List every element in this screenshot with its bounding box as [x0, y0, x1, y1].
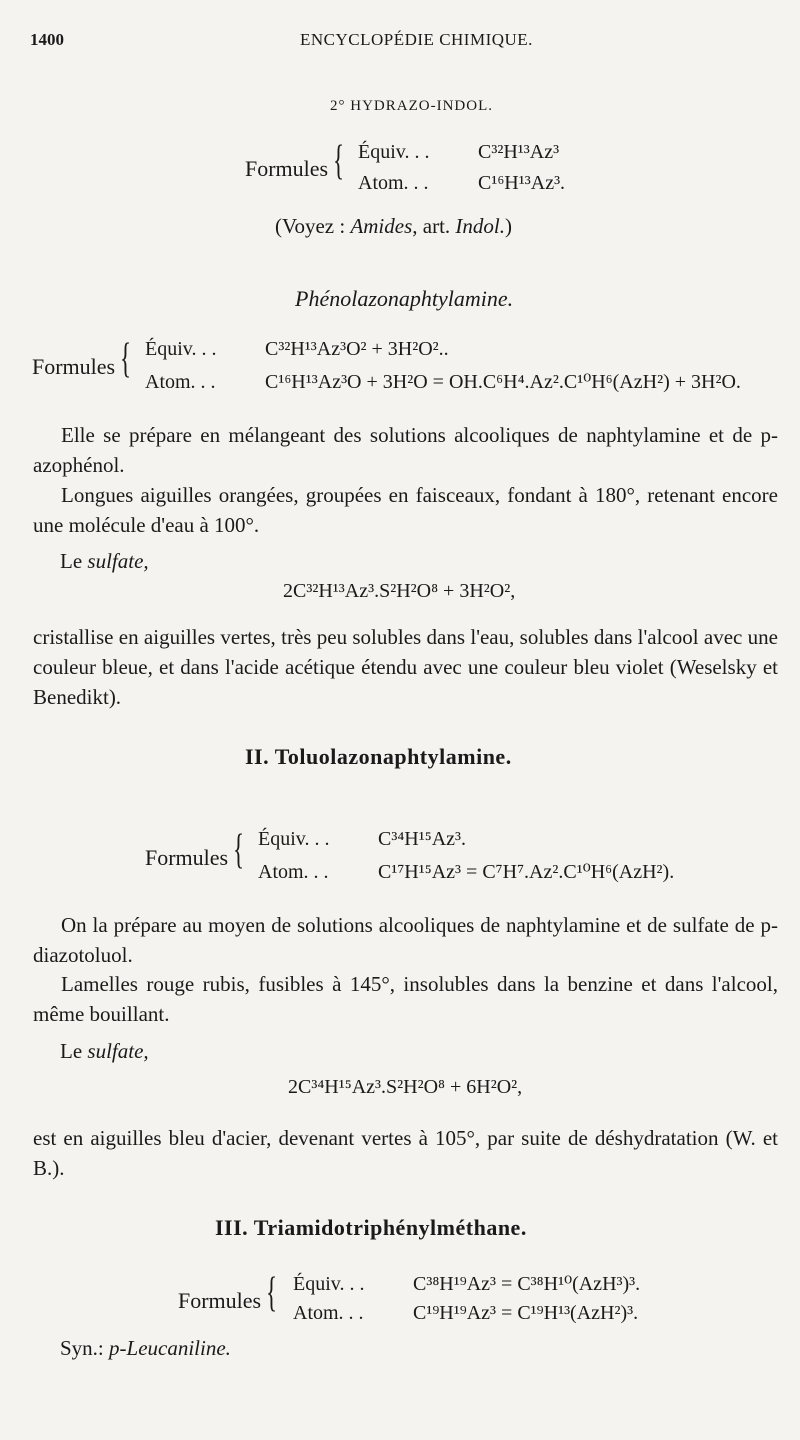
running-title: ENCYCLOPÉDIE CHIMIQUE.	[300, 30, 533, 49]
atom-term: Atom. . .	[258, 861, 329, 883]
atom-term: Atom. . .	[145, 371, 216, 393]
syn-pre: Syn.:	[60, 1336, 110, 1360]
equiv-formula: C³²H¹³Az³	[478, 141, 560, 163]
equiv-term: Équiv. . .	[358, 141, 430, 163]
equiv-formula: C³⁸H¹⁹Az³ = C³⁸H¹⁰(AzH³)³.	[413, 1273, 641, 1295]
see-post: )	[505, 214, 512, 238]
equiv-formula: C³²H¹³Az³O² + 3H²O²..	[265, 338, 449, 360]
toluol-formules-label: Formules	[145, 845, 229, 870]
sulfate-word: sulfate,	[87, 549, 149, 573]
sulfate-word: sulfate,	[87, 1039, 149, 1063]
phenol-title: Phénolazonaphtylamine.	[295, 286, 514, 311]
hydrazo-atom-row	[358, 172, 565, 195]
equiv-term: Équiv. . .	[145, 338, 217, 360]
toluol-title: II. Toluolazonaphtylamine.	[245, 744, 512, 769]
hydrazo-see-also	[275, 214, 512, 239]
toluol-paragraph-3: est en aiguilles bleu d'acier, devenant vertes à 105°, par suite de déshydratation (W. et B.).	[33, 1126, 778, 1180]
phenol-atom-row	[145, 369, 741, 394]
see-indol: Indol.	[455, 214, 505, 238]
triamido-atom-row	[293, 1302, 638, 1325]
equiv-term: Équiv. . .	[258, 828, 330, 850]
atom-formula: C¹⁷H¹⁵Az³ = C⁷H⁷.Az².C¹⁰H⁶(AzH²).	[378, 861, 675, 883]
triamido-title: III. Triamidotriphénylméthane.	[215, 1215, 527, 1240]
phenol-sulfate-intro	[60, 549, 149, 574]
toluol-paragraph-2: Lamelles rouge rubis, fusibles à 145°, insolubles dans la benzine et dans l'alcool, même bouillant.	[33, 972, 778, 1026]
triamido-brace: {	[266, 1270, 278, 1316]
phenol-brace: {	[120, 336, 132, 382]
see-pre: (Voyez :	[275, 214, 351, 238]
equiv-formula: C³⁴H¹⁵Az³.	[378, 828, 467, 850]
phenol-paragraph-3: cristallise en aiguilles vertes, très peu solubles dans l'eau, solubles dans l'alcool avec une couleur bleue, et dans l'acide acétique étendu avec une couleur bleu violet (Weselsky et Benedikt).	[33, 625, 778, 709]
toluol-equiv-row	[258, 828, 466, 851]
hydrazo-brace: {	[333, 138, 345, 184]
atom-formula: C¹⁶H¹³Az³O + 3H²O = OH.C⁶H⁴.Az².C¹⁰H⁶(AzH²) + 3H²O.	[265, 371, 741, 393]
phenol-paragraph-1: Elle se prépare en mélangeant des solutions alcooliques de naphtylamine et de p-azophénol.	[33, 423, 778, 477]
phenol-sulfate-formula: 2C³²H¹³Az³.S²H²O⁸ + 3H²O²,	[283, 580, 516, 602]
equiv-term: Équiv. . .	[293, 1273, 365, 1295]
see-amides: Amides	[350, 214, 413, 238]
toluol-brace: {	[233, 827, 245, 873]
toluol-paragraph-1: On la prépare au moyen de solutions alcooliques de naphtylamine et de sulfate de p-diazotoluol.	[33, 913, 778, 967]
triamido-equiv-row	[293, 1271, 640, 1296]
hydrazo-title: 2° HYDRAZO-INDOL.	[330, 98, 493, 114]
syn-word: p-Leucaniline.	[109, 1336, 231, 1360]
phenol-paragraph-2: Longues aiguilles orangées, groupées en faisceaux, fondant à 180°, retenant encore une molécule d'eau à 100°.	[33, 483, 778, 537]
toluol-atom-row	[258, 859, 674, 884]
atom-formula: C¹⁹H¹⁹Az³ = C¹⁹H¹³(AzH²)³.	[413, 1302, 639, 1324]
atom-term: Atom. . .	[293, 1302, 364, 1324]
triamido-formules-label: Formules	[178, 1288, 262, 1313]
hydrazo-equiv-row	[358, 141, 559, 164]
sulfate-pre: Le	[60, 549, 88, 573]
phenol-equiv-row	[145, 338, 449, 361]
toluol-sulfate-formula: 2C³⁴H¹⁵Az³.S²H²O⁸ + 6H²O²,	[288, 1076, 523, 1098]
phenol-formules-label: Formules	[32, 354, 116, 379]
toluol-sulfate-intro	[60, 1039, 149, 1064]
atom-formula: C¹⁶H¹³Az³.	[478, 172, 566, 194]
hydrazo-formules-label: Formules	[245, 156, 329, 181]
sulfate-pre: Le	[60, 1039, 88, 1063]
page-number: 1400	[30, 30, 64, 49]
atom-term: Atom. . .	[358, 172, 429, 194]
see-mid: , art.	[412, 214, 456, 238]
triamido-synonym	[60, 1336, 231, 1361]
